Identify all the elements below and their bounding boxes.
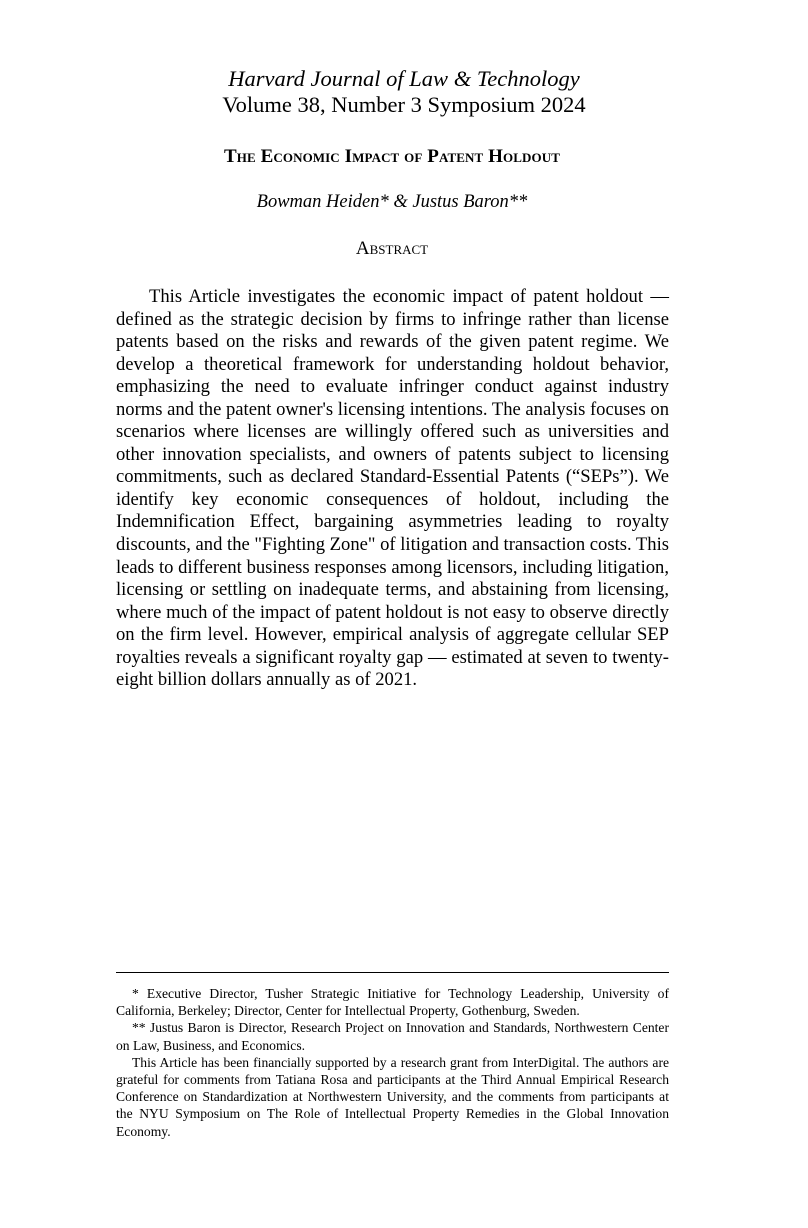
- article-authors: Bowman Heiden* & Justus Baron**: [256, 192, 528, 212]
- abstract-body: This Article investigates the economic impact of patent holdout — defined as the strategic decision by firms to infringe rather than license patents based on the risks and rewards of the given patent regime. We develop a theoretical framework for understanding holdout behavior, emphasizing the need to evaluate infringer conduct against industry norms and the patent owner's licensing intentions. The analysis focuses on scenarios where licenses are willingly offered such as universities and other innovation specialists, and owners of patents subject to licensing commitments, such as declared Standard-Essential Patents (“SEPs”). We identify key economic consequences of holdout, including the Indemnification Effect, bargaining asymmetries leading to royalty discounts, and the "Fighting Zone" of litigation and transaction costs. This leads to different business responses among licensors, including litigation, licensing or settling on inadequate terms, and abstaining from licensing, where much of the impact of patent holdout is not easy to observe directly on the firm level. However, empirical analysis of aggregate cellular SEP royalties reveals a significant royalty gap — estimated at seven to twenty-eight billion dollars annually as of 2021.: [116, 286, 669, 691]
- journal-name: Harvard Journal of Law & Technology: [228, 66, 580, 91]
- footnote-divider: [116, 972, 669, 973]
- abstract-heading: Abstract: [355, 238, 429, 259]
- footnotes: [116, 985, 669, 1140]
- footnote-1: * Executive Director, Tusher Strategic Initiative for Technology Leadership, University of California, Berkeley; Director, Center for Intellectual Property, Gothenburg, Sweden.: [116, 986, 669, 1019]
- footnote-2: ** Justus Baron is Director, Research Project on Innovation and Standards, Northwestern Center on Law, Business, and Economics.: [116, 1020, 669, 1053]
- footnote-3: This Article has been financially supported by a research grant from InterDigital. The authors are grateful for comments from Tatiana Rosa and participants at the Third Annual Empirical Research Conference on Standardization at Northwestern University, and the comments from participants at the NYU Symposium on The Role of Intellectual Property Remedies in the Global Innovation Economy.: [116, 1054, 669, 1139]
- article-title: The Economic Impact of Patent Holdout: [224, 146, 560, 167]
- journal-volume: Volume 38, Number 3 Symposium 2024: [222, 92, 586, 117]
